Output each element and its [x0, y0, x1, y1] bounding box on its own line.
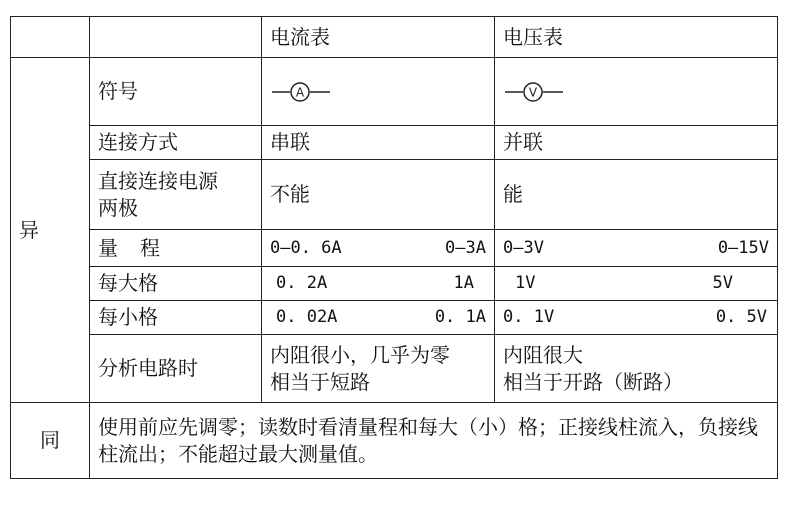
ammeter-symbol-letter: A: [295, 85, 305, 99]
small-division-ammeter-small: 0. 02A: [276, 307, 338, 328]
range-ammeter: [262, 230, 495, 267]
connection-voltmeter: 并联: [495, 126, 778, 160]
small-division-ammeter: [262, 301, 495, 335]
small-division-ammeter-large: 0. 1A: [434, 307, 486, 328]
circuit-analysis-ammeter-line2: 相当于短路: [270, 369, 370, 394]
section-same: 同: [11, 403, 90, 479]
section-different: 异: [11, 58, 90, 403]
header-voltmeter: 电压表: [495, 17, 778, 58]
symbol-label: 符号: [90, 58, 262, 126]
meter-comparison-table: [10, 16, 778, 479]
ammeter-symbol-icon: [270, 80, 334, 104]
range-ammeter-small: 0—0. 6A: [270, 237, 342, 258]
voltmeter-symbol-letter: V: [528, 85, 538, 99]
header-row: [11, 17, 778, 58]
row-common: [11, 403, 778, 479]
range-voltmeter-large: 0—15V: [717, 237, 769, 258]
range-ammeter-large: 0—3A: [445, 237, 486, 258]
ammeter-symbol-cell: [262, 58, 495, 126]
big-division-voltmeter-large: 5V: [712, 273, 733, 294]
row-symbol: [11, 58, 778, 126]
circuit-analysis-ammeter-line1: 内阻很小，几乎为零: [270, 342, 450, 367]
circuit-analysis-voltmeter-line1: 内阻很大: [503, 342, 583, 367]
direct-connect-label-line2: 两极: [98, 195, 138, 220]
big-division-voltmeter-small: 1V: [515, 273, 536, 294]
row-range: [11, 230, 778, 267]
circuit-analysis-voltmeter: [495, 335, 778, 403]
small-division-voltmeter: [495, 301, 778, 335]
range-label: 量程: [90, 230, 262, 267]
row-big-division: [11, 267, 778, 301]
header-blank-2: [90, 17, 262, 58]
connection-label: 连接方式: [90, 126, 262, 160]
small-division-voltmeter-large: 0. 5V: [715, 307, 767, 328]
big-division-voltmeter: [495, 267, 778, 301]
direct-connect-ammeter: 不能: [262, 160, 495, 230]
circuit-analysis-voltmeter-line2: 相当于开路（断路）: [503, 369, 683, 394]
direct-connect-voltmeter: 能: [495, 160, 778, 230]
connection-ammeter: 串联: [262, 126, 495, 160]
row-connection: [11, 126, 778, 160]
header-ammeter: 电流表: [262, 17, 495, 58]
circuit-analysis-ammeter: [262, 335, 495, 403]
header-blank-1: [11, 17, 90, 58]
row-circuit-analysis: [11, 335, 778, 403]
voltmeter-symbol-icon: [503, 80, 567, 104]
row-direct-connect: [11, 160, 778, 230]
small-division-voltmeter-small: 0. 1V: [503, 307, 555, 328]
big-division-ammeter: [262, 267, 495, 301]
direct-connect-label: [90, 160, 262, 230]
circuit-analysis-label: 分析电路时: [90, 335, 262, 403]
range-voltmeter-small: 0—3V: [503, 237, 544, 258]
range-voltmeter: [495, 230, 778, 267]
voltmeter-symbol-cell: [495, 58, 778, 126]
common-text: 使用前应先调零；读数时看清量程和每大（小）格；正接线柱流入，负接线柱流出；不能超过最大测量值。: [90, 403, 778, 479]
row-small-division: [11, 301, 778, 335]
big-division-ammeter-small: 0. 2A: [276, 273, 328, 294]
small-division-label: 每小格: [90, 301, 262, 335]
big-division-label: 每大格: [90, 267, 262, 301]
direct-connect-label-line1: 直接连接电源: [98, 168, 218, 193]
big-division-ammeter-large: 1A: [453, 273, 474, 294]
